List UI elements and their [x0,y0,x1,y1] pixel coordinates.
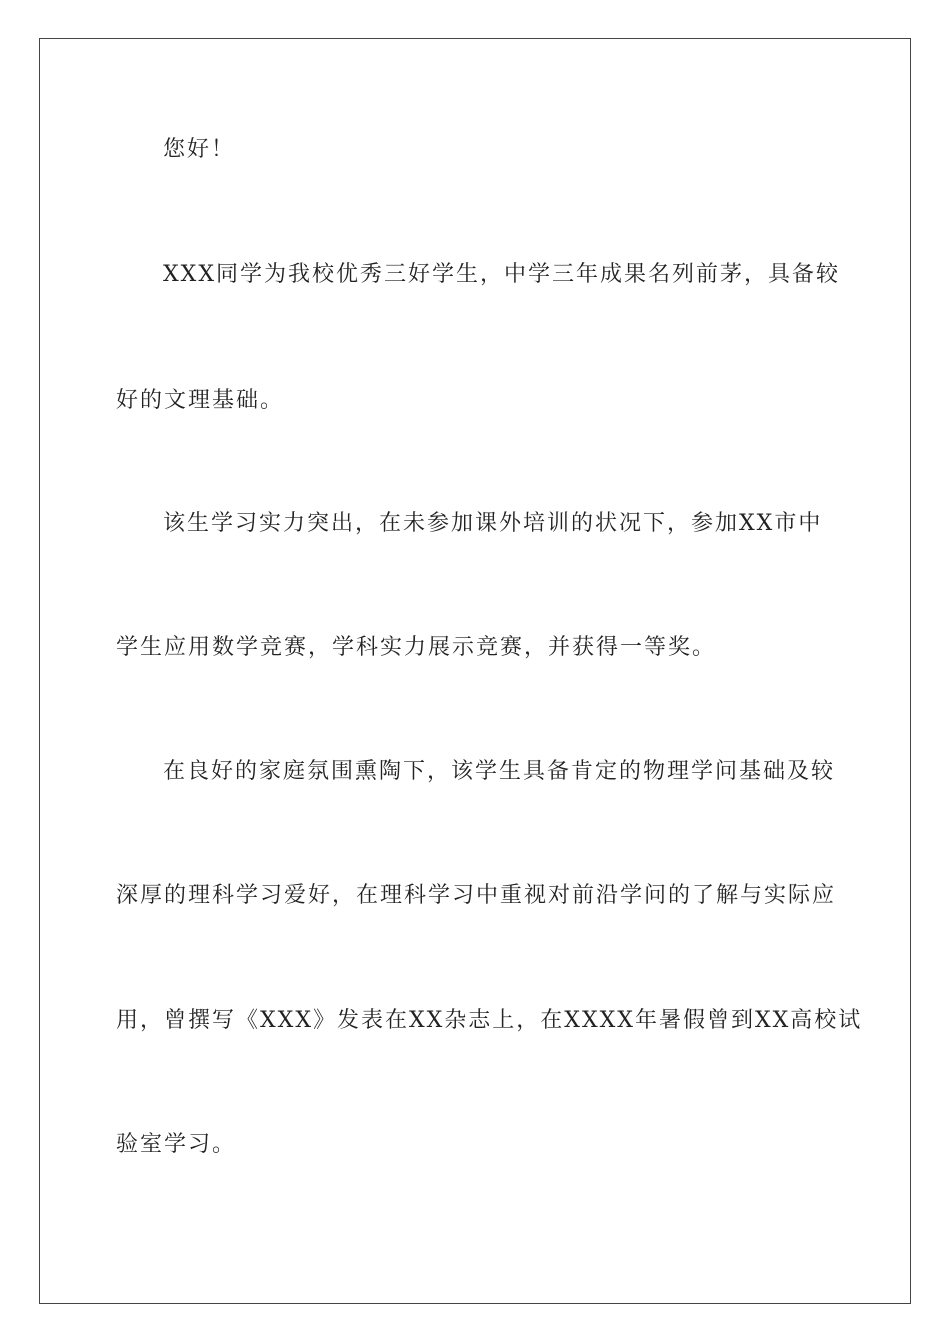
paragraph-3-line-1: 在良好的家庭氛围熏陶下，该学生具备肯定的物理学问基础及较 [163,759,836,784]
paragraph-1-line-2: 好的文理基础。 [116,388,285,413]
paragraph-1-line-1: XXX同学为我校优秀三好学生，中学三年成果名列前茅，具备较 [163,262,840,287]
paragraph-3-line-2: 深厚的理科学习爱好，在理科学习中重视对前沿学问的了解与实际应 [116,883,837,908]
paragraph-2-line-1: 该生学习实力突出，在未参加课外培训的状况下，参加XX市中 [163,511,823,536]
paragraph-3-line-4: 验室学习。 [116,1132,237,1157]
page-border [39,38,911,1304]
paragraph-3-line-3: 用，曾撰写《XXX》发表在XX杂志上，在XXXX年暑假曾到XX高校试 [116,1008,863,1033]
paragraph-2-line-2: 学生应用数学竞赛，学科实力展示竞赛，并获得一等奖。 [116,635,717,660]
greeting-line: 您好！ [163,137,236,162]
